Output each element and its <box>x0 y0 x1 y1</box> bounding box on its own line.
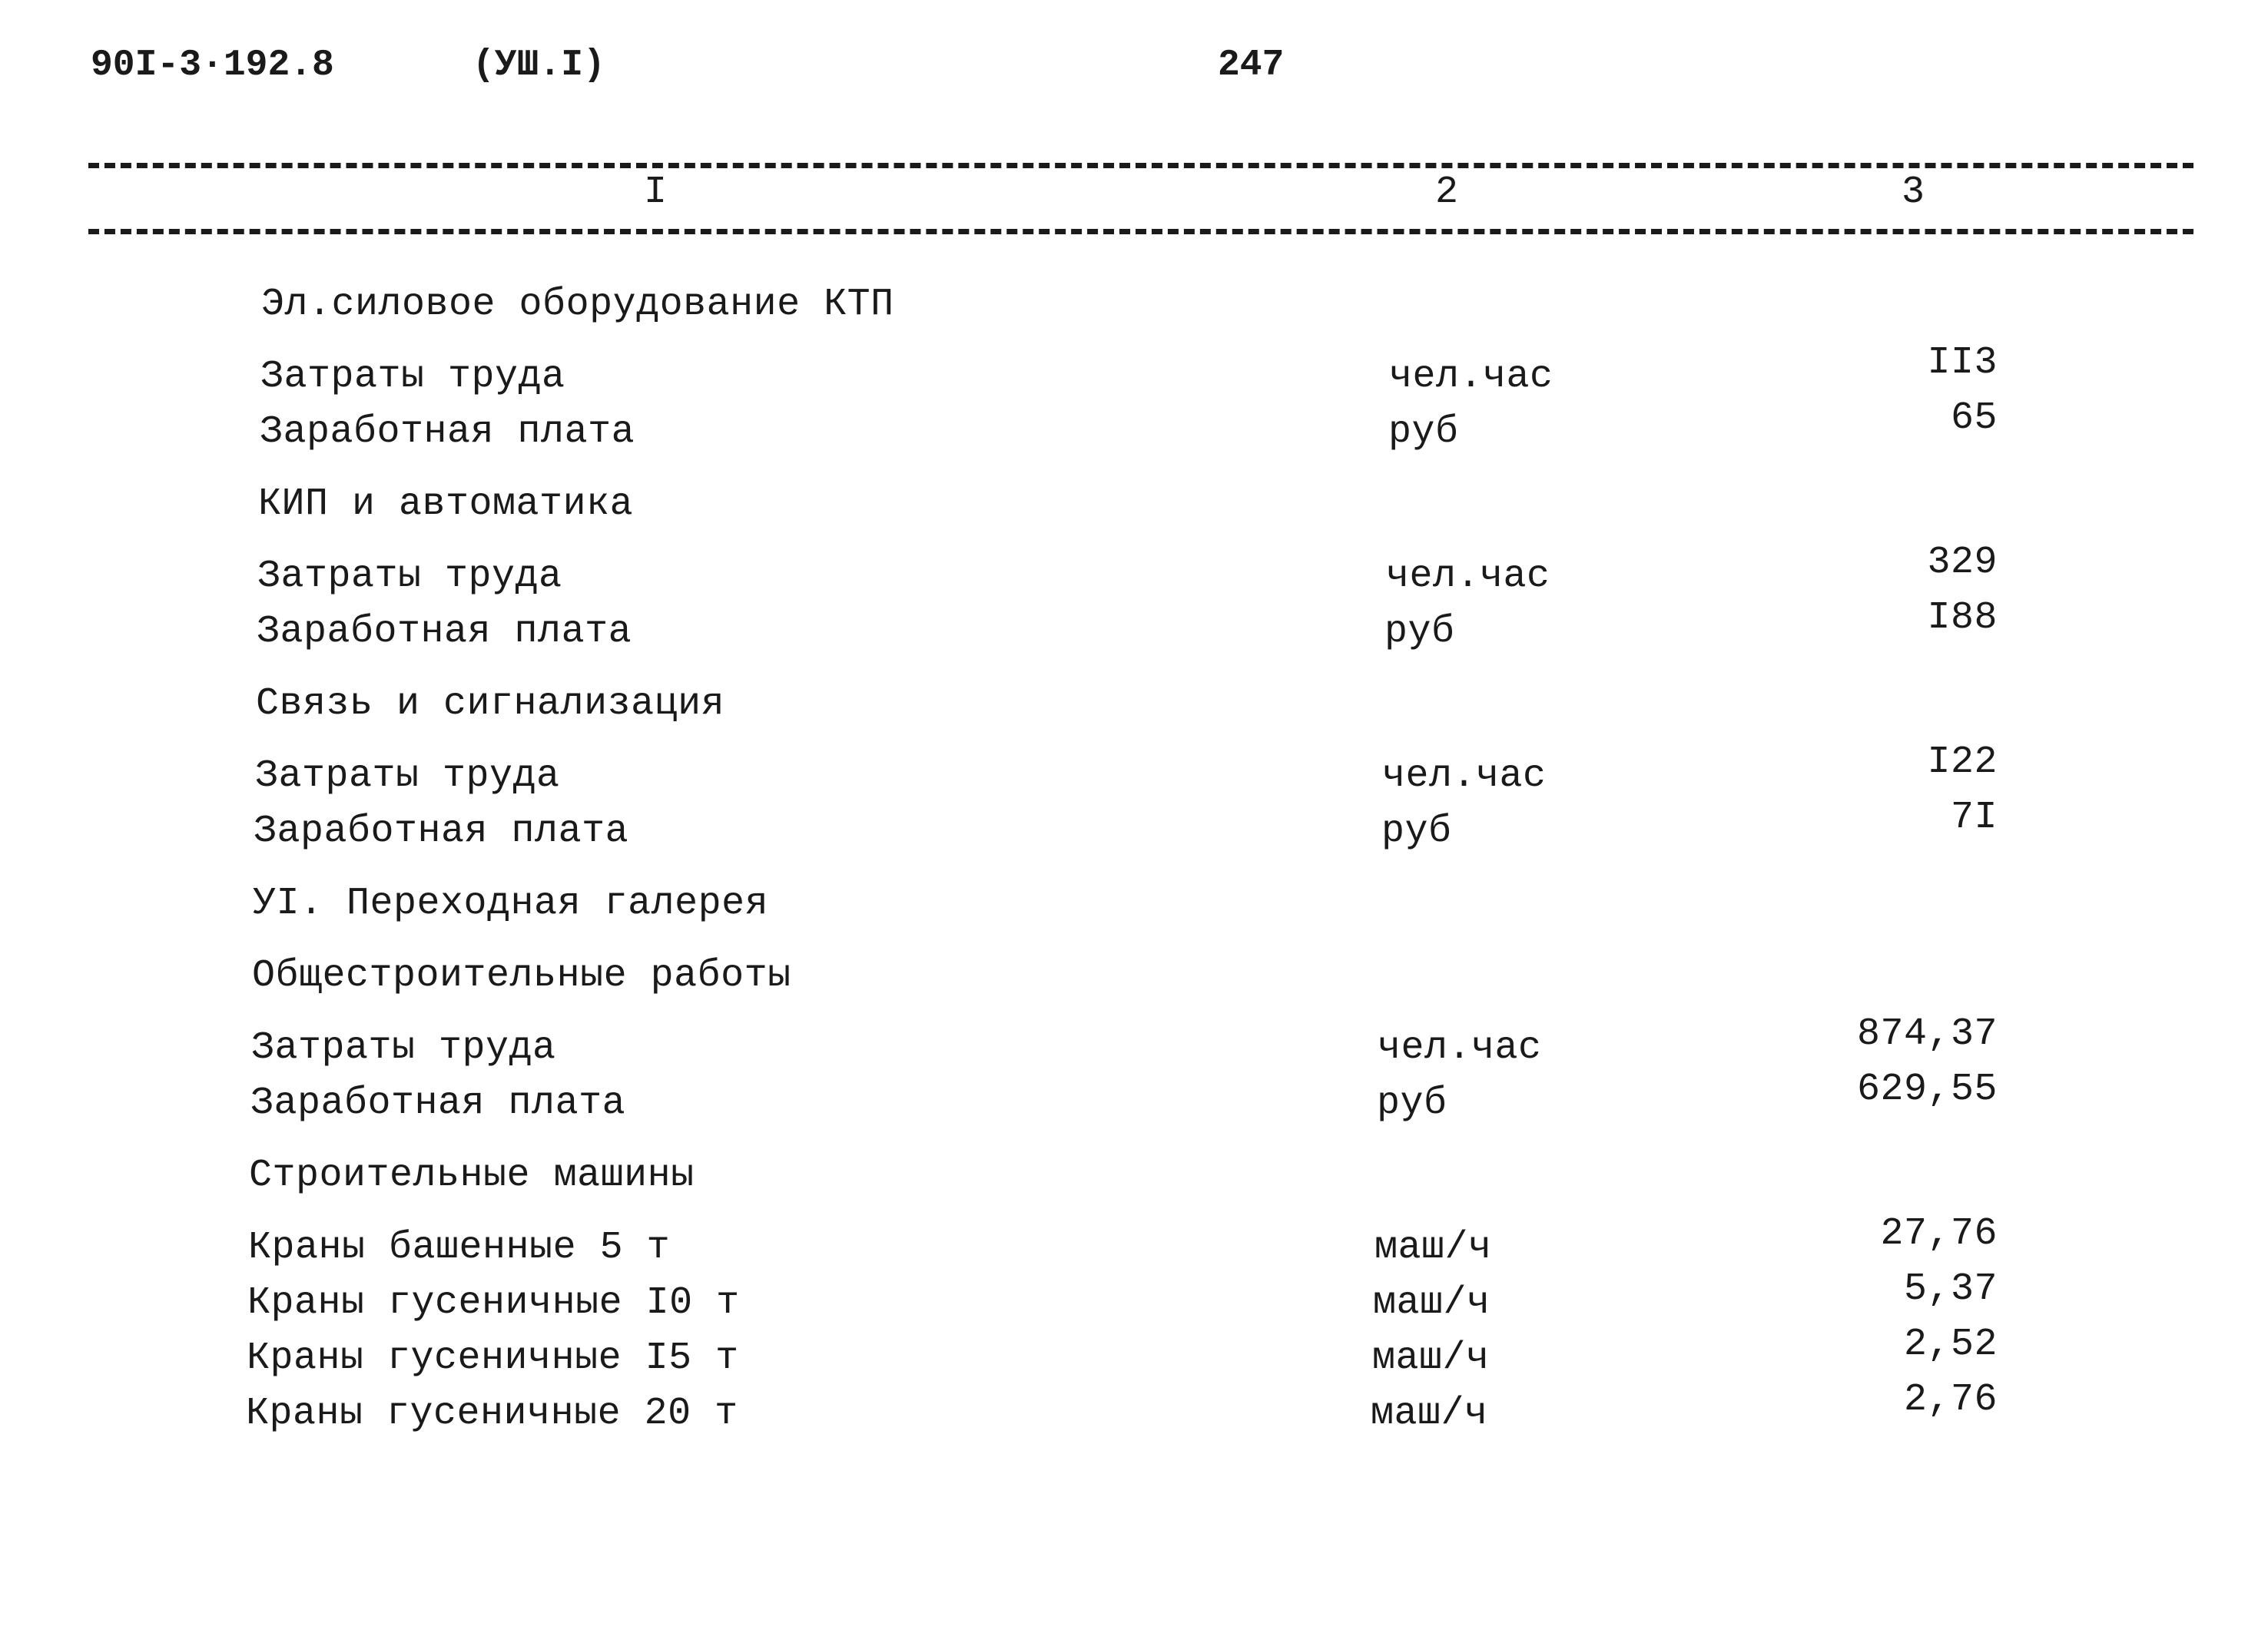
column-header-1: I <box>644 171 668 214</box>
table-row-name: Эл.силовое оборудование КТП <box>261 283 894 326</box>
table-row-value: 2,52 <box>1903 1323 1998 1366</box>
table-row-unit: руб <box>1381 810 1452 853</box>
table-row-unit: маш/ч <box>1373 1281 1490 1325</box>
table-row-unit: чел.час <box>1386 555 1550 598</box>
table-top-rule <box>88 163 2193 168</box>
table-row-unit: маш/ч <box>1372 1337 1490 1380</box>
table-row-value: 629,55 <box>1856 1068 1998 1111</box>
table-row-name: Затраты труда <box>251 1026 556 1070</box>
table-row-name: Затраты труда <box>255 754 560 798</box>
table-row-unit: маш/ч <box>1371 1392 1488 1436</box>
table-row-unit: чел.час <box>1378 1026 1542 1070</box>
table-row-value: I88 <box>1927 596 1998 640</box>
table-header-rule <box>88 229 2193 234</box>
table-row-name: Заработная плата <box>254 810 629 853</box>
table-row-unit: руб <box>1384 610 1455 654</box>
table-row-name: КИП и автоматика <box>258 482 634 526</box>
table-row-value: 329 <box>1927 541 1998 585</box>
column-header-3: 3 <box>1902 171 1925 214</box>
table-row-name: УI. Переходная галерея <box>253 882 769 926</box>
table-row-name: Затраты труда <box>260 355 565 399</box>
table-row-name: Краны гусеничные 20 т <box>246 1392 738 1436</box>
table-row-name: Заработная плата <box>257 610 632 654</box>
table-row-value: 65 <box>1950 396 1998 440</box>
page-number: 247 <box>1218 45 1285 86</box>
table-row-name: Краны гусеничные I5 т <box>247 1337 739 1380</box>
table-row-name: Краны башенные 5 т <box>248 1226 671 1270</box>
section-code: (УШ.I) <box>472 45 605 86</box>
table-row-value: I22 <box>1927 740 1998 784</box>
table-row-name: Заработная плата <box>260 410 635 454</box>
table-row-name: Затраты труда <box>257 555 562 598</box>
table-row-name: Краны гусеничные I0 т <box>247 1281 740 1325</box>
table-row-unit: маш/ч <box>1374 1226 1492 1270</box>
column-header-2: 2 <box>1435 171 1459 214</box>
table-row-unit: чел.час <box>1382 754 1547 798</box>
table-row-name: Связь и сигнализация <box>256 682 725 726</box>
table-row-unit: руб <box>1377 1081 1447 1125</box>
table-row-value: 5,37 <box>1903 1267 1998 1311</box>
table-row-value: 7I <box>1950 796 1998 840</box>
document-code: 90I-3·192.8 <box>91 45 334 86</box>
table-row-value: 27,76 <box>1880 1212 1998 1256</box>
table-row-name: Общестроительные работы <box>252 954 791 998</box>
table-row-unit: руб <box>1388 410 1459 454</box>
table-row-value: 2,76 <box>1903 1378 1998 1422</box>
table-row-value: 874,37 <box>1856 1012 1998 1056</box>
table-row-name: Заработная плата <box>250 1081 626 1125</box>
table-row-unit: чел.час <box>1389 355 1553 399</box>
table-row-value: II3 <box>1927 341 1998 385</box>
table-row-name: Строительные машины <box>249 1154 695 1197</box>
